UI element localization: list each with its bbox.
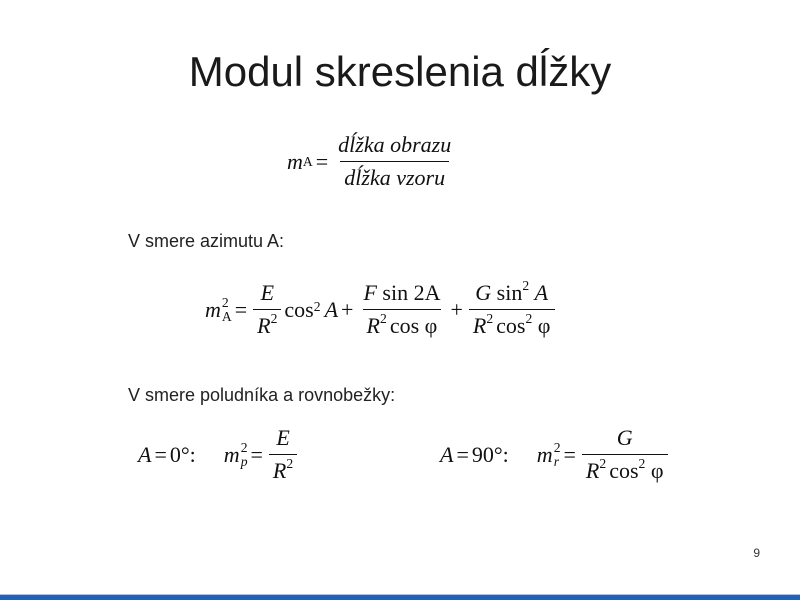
mer-m: m	[223, 441, 240, 467]
az-sup-2: 2	[221, 294, 229, 310]
formula-fraction	[334, 132, 455, 191]
par-angle: 90°:	[471, 441, 509, 467]
az-t3-sin-sup: 2	[522, 277, 530, 293]
az-cos: cos	[284, 296, 314, 322]
az-plus-2: +	[450, 296, 463, 322]
az-t3-den-cos-sup: 2	[525, 310, 533, 326]
par-fraction	[582, 425, 668, 484]
mer-sub-p: p	[240, 453, 248, 469]
az-t3-den-sup: 2	[486, 310, 494, 326]
formula-azimuth: m 2 A = $\frac{E}{R^2}$ cos $^2$ A + $\frac{\text{F sin 2A}}{R^2 \cos \varphi}$ + $\frac{G \sin^2 A}{R^2 \cos^2 \varphi}$	[205, 280, 558, 339]
az-plus-1: +	[341, 296, 354, 322]
par-equals-2: =	[563, 441, 576, 467]
formula-equals: =	[315, 148, 329, 174]
page-number: 9	[753, 546, 760, 560]
formula-definition: m A = $\frac{\text{dĺžka obrazu}}{\text{dĺžka vzoru}}$	[287, 132, 458, 191]
az-t3-a: A	[534, 280, 549, 305]
formula-parallel	[440, 425, 671, 484]
az-term2-fraction	[359, 280, 444, 339]
par-den-r: R	[585, 458, 600, 483]
az-a: A	[324, 296, 339, 322]
mer-equals-2: =	[250, 441, 263, 467]
az-t3-den-cos: cos	[496, 313, 526, 338]
par-equals: =	[456, 441, 469, 467]
par-sub-r: r	[553, 453, 559, 469]
par-den-sup: 2	[599, 455, 607, 471]
footer-bar	[0, 594, 800, 600]
az-t2-den-sup: 2	[380, 310, 387, 326]
label-meridian: V smere poludníka a rovnobežky:	[128, 385, 396, 405]
mer-a: A	[138, 441, 152, 467]
az-t3-g: G	[475, 280, 492, 305]
slide-title: Modul skreslenia dĺžky	[188, 48, 612, 95]
par-den-cos: cos	[609, 458, 639, 483]
par-phi: φ	[650, 458, 664, 483]
par-a: A	[440, 441, 454, 467]
par-m: m	[536, 441, 553, 467]
formula-meridian	[138, 425, 300, 484]
par-sup-2: 2	[553, 439, 561, 455]
az-t2-2a: 2A	[413, 280, 441, 305]
formula-denominator: dĺžka vzoru	[340, 161, 449, 191]
mer-fraction	[269, 425, 297, 484]
az-term1-fraction	[253, 280, 281, 339]
az-m: m	[205, 296, 221, 322]
az-t3-den-r: R	[472, 313, 487, 338]
mer-angle: 0°:	[169, 441, 196, 467]
mer-den-r: R	[272, 458, 287, 483]
az-t2-den-cos: cos	[389, 313, 420, 338]
par-den-cos-sup: 2	[638, 455, 646, 471]
az-sub-a: A	[221, 308, 232, 324]
mer-den-sup: 2	[286, 455, 294, 471]
formula-m: m	[287, 148, 303, 174]
az-t1-num: E	[260, 280, 275, 305]
az-t3-sin: sin	[496, 280, 523, 305]
az-term3-fraction	[469, 277, 555, 339]
mer-equals: =	[154, 441, 167, 467]
label-azimuth: V smere azimutu A:	[128, 231, 285, 251]
mer-sup-2: 2	[240, 439, 248, 455]
mer-num: E	[276, 425, 290, 450]
az-t3-phi: φ	[537, 313, 551, 338]
az-t2-f: F	[363, 280, 377, 305]
formula-numerator: dĺžka obrazu	[338, 132, 452, 157]
az-t1-den-r: R	[257, 313, 271, 338]
az-equals: =	[234, 296, 248, 322]
az-t1-den-sup: 2	[270, 310, 278, 326]
az-t2-sin: sin	[382, 280, 409, 305]
az-t2-phi: φ	[424, 313, 438, 338]
az-t2-den-r: R	[366, 313, 380, 338]
par-num: G	[616, 425, 633, 450]
